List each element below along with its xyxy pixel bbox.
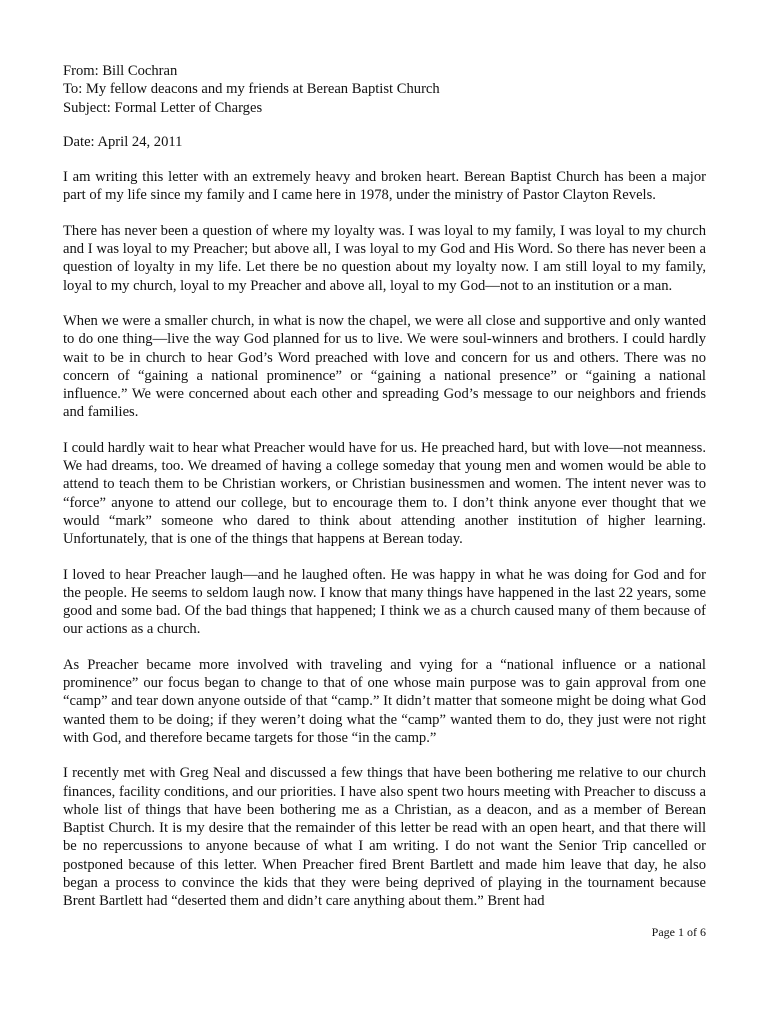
body-paragraph: As Preacher became more involved with traveling and vying for a “national influence or a national prominence” our focus began to change to that of one whose main purpose was to gain approval from one “camp” and tear down anyone outside of that “camp.” It didn’t matter that someone might be doing what God wanted them to be doing; if they weren’t doing what the “camp” wanted them to do, they just were not right with God, and therefore became targets for those “in the camp.” [63, 656, 706, 746]
body-paragraph: When we were a smaller church, in what is now the chapel, we were all close and supportive and only wanted to do one thing—live the way God planned for us to live. We were soul-winners and brothers. I could hardly wait to be in church to hear God’s Word preached with love and concern for us and others. There was no concern of “gaining a national prominence” or “gaining a national presence” or “gaining a national influence.” We were concerned about each other and spreading God’s message to our neighbors and friends and families. [63, 312, 706, 421]
from-line: From: Bill Cochran [63, 63, 178, 79]
body-paragraph: I am writing this letter with an extremely heavy and broken heart. Berean Baptist Church has been a major part of my life since my family and I came here in 1978, under the ministry of Pastor Clayton Revels. [63, 169, 706, 204]
to-line: To: My fellow deacons and my friends at Berean Baptist Church [63, 81, 440, 98]
letter-page [63, 62, 706, 911]
date-line: Date: April 24, 2011 [63, 133, 183, 150]
body-paragraph: I could hardly wait to hear what Preacher would have for us. He preached hard, but with love—not meanness. We had dreams, too. We dreamed of having a college someday that young men and women would be able to attend to teach them to be Christian workers, or Christian businessmen and women. The intent never was to “force” anyone to attend our college, but to encourage them to. I don’t think anyone ever thought that we would “mark” someone who dared to think about attending another institution of higher learning. Unfortunately, that is one of the things that happens at Berean today. [63, 439, 706, 548]
body-paragraph: I loved to hear Preacher laugh—and he laughed often. He was happy in what he was doing for God and for the people. He seems to seldom laugh now. I know that many things have happened in the last 22 years, some good and some bad. Of the bad things that happened; I think we as a church caused many of them because of our actions as a church. [63, 566, 706, 638]
body-paragraph: There has never been a question of where my loyalty was. I was loyal to my family, I was loyal to my church and I was loyal to my Preacher; but above all, I was loyal to my God and His Word. So there has never been a question of loyalty in my life. Let there be no question about my loyalty now. I am still loyal to my family, loyal to my church, loyal to my Preacher and above all, loyal to my God—not to an institution or a man. [63, 222, 706, 294]
page-number: Page 1 of 6 [651, 925, 706, 939]
body-paragraph: I recently met with Greg Neal and discussed a few things that have been bothering me relative to our church finances, facility conditions, and our priorities. I have also spent two hours meeting with Preacher to discuss a whole list of things that have been bothering me as a Christian, as a deacon, and as a member of Berean Baptist Church. It is my desire that the remainder of this letter be read with an open heart, and that there will be no repercussions to anyone because of what I am writing. I do not want the Senior Trip cancelled or postponed because of this letter. When Preacher fired Brent Bartlett and made him leave that day, he also began a process to convince the kids that they were being deprived of playing in the tournament because Brent Bartlett had “deserted them and didn’t care anything about them.” Brent had [63, 765, 706, 910]
subject-line: Subject: Formal Letter of Charges [63, 99, 263, 116]
